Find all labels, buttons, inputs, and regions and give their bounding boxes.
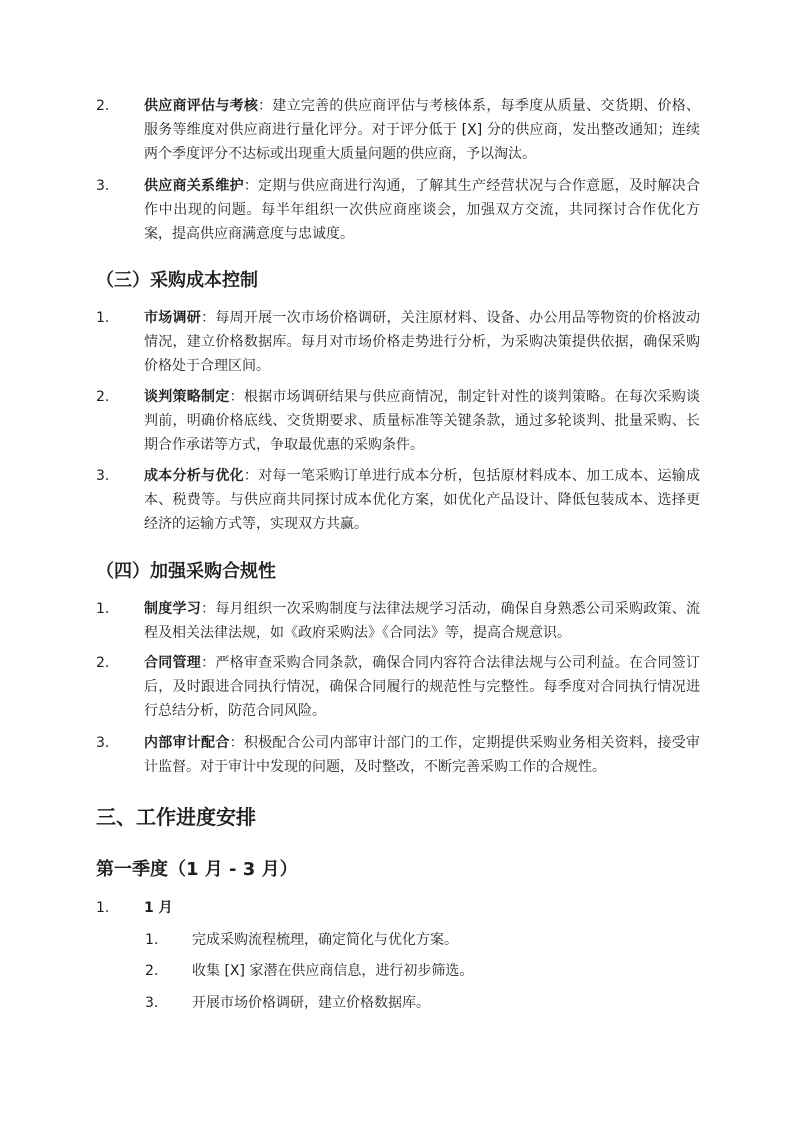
item-title: 供应商关系维护 bbox=[144, 178, 244, 194]
item-title: 成本分析与优化 bbox=[144, 468, 244, 484]
list-number: 1. bbox=[96, 601, 110, 617]
item-separator: ： bbox=[243, 468, 259, 484]
sub-list-item bbox=[145, 959, 705, 983]
sub-list-number: 2. bbox=[145, 963, 159, 979]
item-separator: ： bbox=[229, 389, 244, 405]
item-separator: ： bbox=[243, 178, 259, 194]
item-title: 内部审计配合 bbox=[144, 735, 230, 751]
sub-item-text: 收集 [X] 家潜在供应商信息，进行初步筛选。 bbox=[192, 963, 474, 979]
sub-item-text: 开展市场价格调研，建立价格数据库。 bbox=[192, 995, 430, 1011]
item-separator: ： bbox=[201, 310, 216, 326]
item-title: 制度学习 bbox=[144, 601, 202, 617]
item-separator: ： bbox=[201, 601, 216, 617]
main-heading-schedule: 三、工作进度安排 bbox=[96, 805, 256, 829]
list-item-month bbox=[96, 896, 700, 920]
list-number: 1. bbox=[96, 900, 110, 916]
item-title: 谈判策略制定 bbox=[144, 389, 230, 405]
item-separator: ： bbox=[201, 655, 216, 671]
list-item-cost-analysis bbox=[96, 464, 700, 536]
item-title: 供应商评估与考核 bbox=[144, 98, 259, 114]
sub-list-number: 1. bbox=[145, 932, 159, 948]
section-heading-compliance: （四）加强采购合规性 bbox=[96, 561, 276, 582]
item-separator: ： bbox=[258, 98, 273, 114]
item-text: 每月组织一次采购制度与法律法规学习活动，确保自身熟悉公司采购政策、流程及相关法律法规，如《政府采购法》《合同法》等，提高合规意识。 bbox=[144, 601, 701, 641]
list-item-policy-study bbox=[96, 597, 700, 645]
section-heading-cost-control: （三）采购成本控制 bbox=[96, 270, 258, 291]
sub-list-item bbox=[145, 928, 705, 952]
list-item-negotiation-strategy bbox=[96, 385, 700, 457]
list-item-supplier-relations bbox=[96, 174, 700, 246]
list-number: 2. bbox=[96, 389, 110, 405]
sub-item-text: 完成采购流程梳理，确定简化与优化方案。 bbox=[192, 932, 458, 948]
item-text: 根据市场调研结果与供应商情况，制定针对性的谈判策略。在每次采购谈判前，明确价格底线、交货期要求、质量标准等关键条款，通过多轮谈判、批量采购、长期合作承诺等方式，争取最优惠的采购条件。 bbox=[144, 389, 701, 453]
list-number: 1. bbox=[96, 310, 110, 326]
list-number: 3. bbox=[96, 178, 110, 194]
item-title: 合同管理 bbox=[144, 655, 202, 671]
list-number: 2. bbox=[96, 655, 110, 671]
item-text: 严格审查采购合同条款，确保合同内容符合法律法规与公司利益。在合同签订后，及时跟进合同执行情况，确保合同履行的规范性与完整性。每季度对合同执行情况进行总结分析，防范合同风险。 bbox=[144, 655, 701, 719]
list-item-supplier-evaluation bbox=[96, 94, 700, 166]
sub-list-number: 3. bbox=[145, 995, 159, 1011]
quarter-heading-q1: 第一季度（1 月 - 3 月） bbox=[96, 859, 298, 880]
list-number: 3. bbox=[96, 735, 110, 751]
item-text: 建立完善的供应商评估与考核体系，每季度从质量、交货期、价格、服务等维度对供应商进行量化评分。对于评分低于 [X] 分的供应商，发出整改通知；连续两个季度评分不达标或出现重大质量问题的供应商，予以淘汰。 bbox=[144, 98, 701, 162]
item-text: 对每一笔采购订单进行成本分析，包括原材料成本、加工成本、运输成本、税费等。与供应商共同探讨成本优化方案，如优化产品设计、降低包装成本、选择更经济的运输方式等，实现双方共赢。 bbox=[144, 468, 701, 532]
item-title: 市场调研 bbox=[144, 310, 202, 326]
list-item-internal-audit bbox=[96, 731, 700, 779]
sub-list-item bbox=[145, 991, 705, 1015]
list-number: 3. bbox=[96, 468, 110, 484]
item-text: 积极配合公司内部审计部门的工作，定期提供采购业务相关资料，接受审计监督。对于审计中发现的问题，及时整改，不断完善采购工作的合规性。 bbox=[144, 735, 701, 775]
list-number: 2. bbox=[96, 98, 110, 114]
item-separator: ： bbox=[229, 735, 244, 751]
list-item-contract-management bbox=[96, 651, 700, 723]
item-text: 每周开展一次市场价格调研，关注原材料、设备、办公用品等物资的价格波动情况，建立价格数据库。每月对市场价格走势进行分析，为采购决策提供依据，确保采购价格处于合理区间。 bbox=[144, 310, 701, 374]
list-item-market-research bbox=[96, 306, 700, 378]
month-label: 1 月 bbox=[144, 900, 173, 916]
item-text: 定期与供应商进行沟通，了解其生产经营状况与合作意愿，及时解决合作中出现的问题。每半年组织一次供应商座谈会，加强双方交流，共同探讨合作优化方案，提高供应商满意度与忠诚度。 bbox=[144, 178, 701, 242]
